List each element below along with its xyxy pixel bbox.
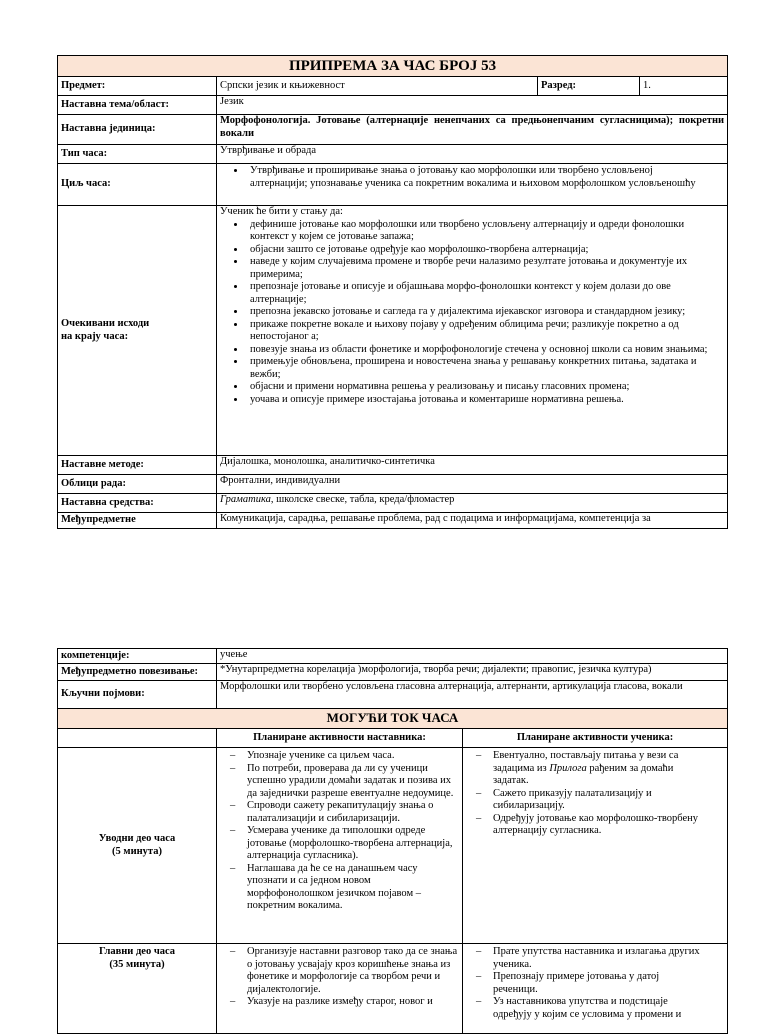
flow-header-empty — [58, 729, 217, 748]
student-activity: – Прате упутства наставника и излагања других ученика. — [466, 946, 704, 971]
intro-phase — [58, 748, 217, 944]
student-activities-header: Планиране активности ученика: — [463, 729, 728, 748]
student-activity-italic: Прилога — [549, 762, 587, 774]
main-phase-duration: (35 минута) — [109, 958, 165, 970]
cross-value: Комуникација, сарадња, решавање проблема, рад с подацима и информацијама, компетенција за — [217, 513, 728, 529]
grade-value: 1. — [640, 77, 728, 96]
goal-label: Циљ часа: — [58, 164, 217, 206]
forms-value: Фронтални, индивидуални — [217, 475, 728, 494]
methods-value: Дијалошка, монолошка, аналитичко-синтетичка — [217, 456, 728, 475]
means-value — [217, 494, 728, 513]
outcome-item: • повезује знања из области фонетике и морфофонологије стечена у основној школи са новим знањима; — [246, 344, 722, 357]
topic-label: Наставна тема/област: — [58, 96, 217, 115]
outcomes-intro: Ученик ће бити у стању да: — [220, 206, 343, 217]
student-activity: – Одређују јотовање као морфолошко-творбену алтернацију сугласника. — [466, 813, 704, 838]
student-activity: – Уз наставникова упутства и подстицаје одређују у којим се условима у промени и — [466, 996, 704, 1021]
intro-phase-duration: (5 минута) — [112, 845, 162, 857]
outcome-item: • објасни и примени нормативна решења у реализовању и писању гласовних промена; — [246, 381, 722, 394]
outcomes-cell — [217, 206, 728, 456]
outcomes-label-line2: на крају часа: — [61, 330, 129, 342]
outcome-item: • наведе у којим случајевима промене и творбе речи налазимо резултате јотовања и документује их примерима; — [246, 256, 722, 281]
teacher-activity: – По потреби, проверава да ли су ученици успешно урадили домаћи задатак и позива их да заједнички разреше евентуалне недоумице. — [220, 763, 459, 801]
means-label: Наставна средства: — [58, 494, 217, 513]
type-value: Утврђивање и обрада — [217, 145, 728, 164]
competence-label: компетенције: — [58, 649, 217, 664]
teacher-activity: – Наглашава да ће се на данашњем часу упознати и са једном новом морфофонолошком језичком појавом – покретним вокалима. — [220, 863, 459, 913]
flow-title: МОГУЋИ ТОК ЧАСА — [58, 709, 728, 729]
grade-label: Разред: — [538, 77, 640, 96]
outcomes-label — [58, 206, 217, 456]
main-student-cell — [463, 944, 728, 1034]
teacher-activity: – Организује наставни разговор тако да се знања о јотовању усвајају кроз коришћење знања из фонетике и морфологије са творбом речи и дијалектологије. — [220, 946, 459, 996]
key-terms-label: Кључни појмови: — [58, 681, 217, 709]
main-teacher-cell — [217, 944, 463, 1034]
means-italic: Граматика — [220, 494, 271, 505]
subject-label: Предмет: — [58, 77, 217, 96]
outcome-item: • уочава и описује примере изостајања јотовања и коментарише нормативна решења. — [246, 394, 722, 407]
teacher-activity: – Усмерава ученике да типолошки одреде јотовање (морфолошко-творбена алтернација, алтернација сугласника). — [220, 825, 459, 863]
teacher-activity: – Спроводи сажету рекапитулацију знања о палатализацији и сибиларизацији. — [220, 800, 459, 825]
student-activity: – Препознају примере јотовања у датој реченици. — [466, 971, 704, 996]
unit-label: Наставна јединица: — [58, 115, 217, 145]
methods-label: Наставне методе: — [58, 456, 217, 475]
student-activity-text: рађеним за домаћи задатак. — [493, 762, 674, 786]
teacher-activities-header: Планиране активности наставника: — [217, 729, 463, 748]
outcome-item: • објасни зашто се јотовање одређује као морфолошко-творбена алтернација; — [246, 244, 722, 257]
key-terms-value: Морфолошки или творбено условљена гласовна алтернација, алтернанти, артикулација гласова, вокали — [217, 681, 728, 709]
outcome-item: • примењује обновљена, проширена и новостечена знања у решавању конкретних питања, задатака и вежби; — [246, 356, 722, 381]
correlation-value: *Унутарпредметна корелација )морфологија, творба речи; дијалекти; правопис, језичка култура) — [217, 664, 728, 681]
outcome-item: • дефинише јотовање као морфолошки или творбено условљену алтернацију и одреди фонолошки контекст у којем се јотовање запажа; — [246, 219, 722, 244]
outcome-item: • препознаје јотовање и описује и објашњава морфо-фонолошки контекст у којем долази до ове алтернације; — [246, 281, 722, 306]
intro-student-cell — [463, 748, 728, 944]
teacher-activity: – Упознаје ученике са циљем часа. — [220, 750, 459, 763]
topic-value: Језик — [217, 96, 728, 115]
goal-item: • Утврђивање и проширивање знања о јотовању као морфолошки или творбено условљеној алтернацији; упознавање ученика са покретним вокалима и њиховом морфолошком условљеношћу — [246, 165, 710, 190]
student-activity-text: Евентуално, постављају питања у вези са задацима из — [493, 750, 679, 774]
outcomes-label-line1: Очекивани исходи — [61, 318, 150, 329]
subject-value: Српски језик и књижевност — [217, 77, 538, 96]
unit-value: Морфофонологија. Јотовање (алтернације ненепчаних са предњонепчаним сугласницима); покретни вокали — [217, 115, 728, 145]
correlation-label: Међупредметно повезивање: — [58, 664, 217, 681]
cross-label: Међупредметне — [58, 513, 217, 529]
plan-title: ПРИПРЕМА ЗА ЧАС БРОЈ 53 — [58, 56, 728, 77]
competence-value: учење — [217, 649, 728, 664]
main-phase — [58, 944, 217, 1034]
lesson-plan-table — [57, 55, 728, 529]
student-activity — [466, 750, 704, 788]
goal-cell — [217, 164, 728, 206]
outcome-item: • прикаже покретне вокале и њихову појаву у одређеним облицима речи; разликује покретно а од непостојаног а; — [246, 319, 722, 344]
outcome-item: • препозна јекавско јотовање и сагледа га у дијалектима ијекавског изговора и стандардном језику; — [246, 306, 722, 319]
intro-teacher-cell — [217, 748, 463, 944]
type-label: Тип часа: — [58, 145, 217, 164]
lesson-flow-table — [57, 648, 728, 1034]
intro-phase-title: Уводни део часа — [98, 833, 176, 844]
forms-label: Облици рада: — [58, 475, 217, 494]
teacher-activity: – Указује на разлике између старог, новог и — [220, 996, 459, 1009]
means-rest: , школске свеске, табла, креда/фломастер — [270, 494, 455, 505]
main-phase-title: Главни део часа — [98, 946, 176, 957]
student-activity: – Сажето приказују палатализацију и сибиларизацију. — [466, 788, 704, 813]
